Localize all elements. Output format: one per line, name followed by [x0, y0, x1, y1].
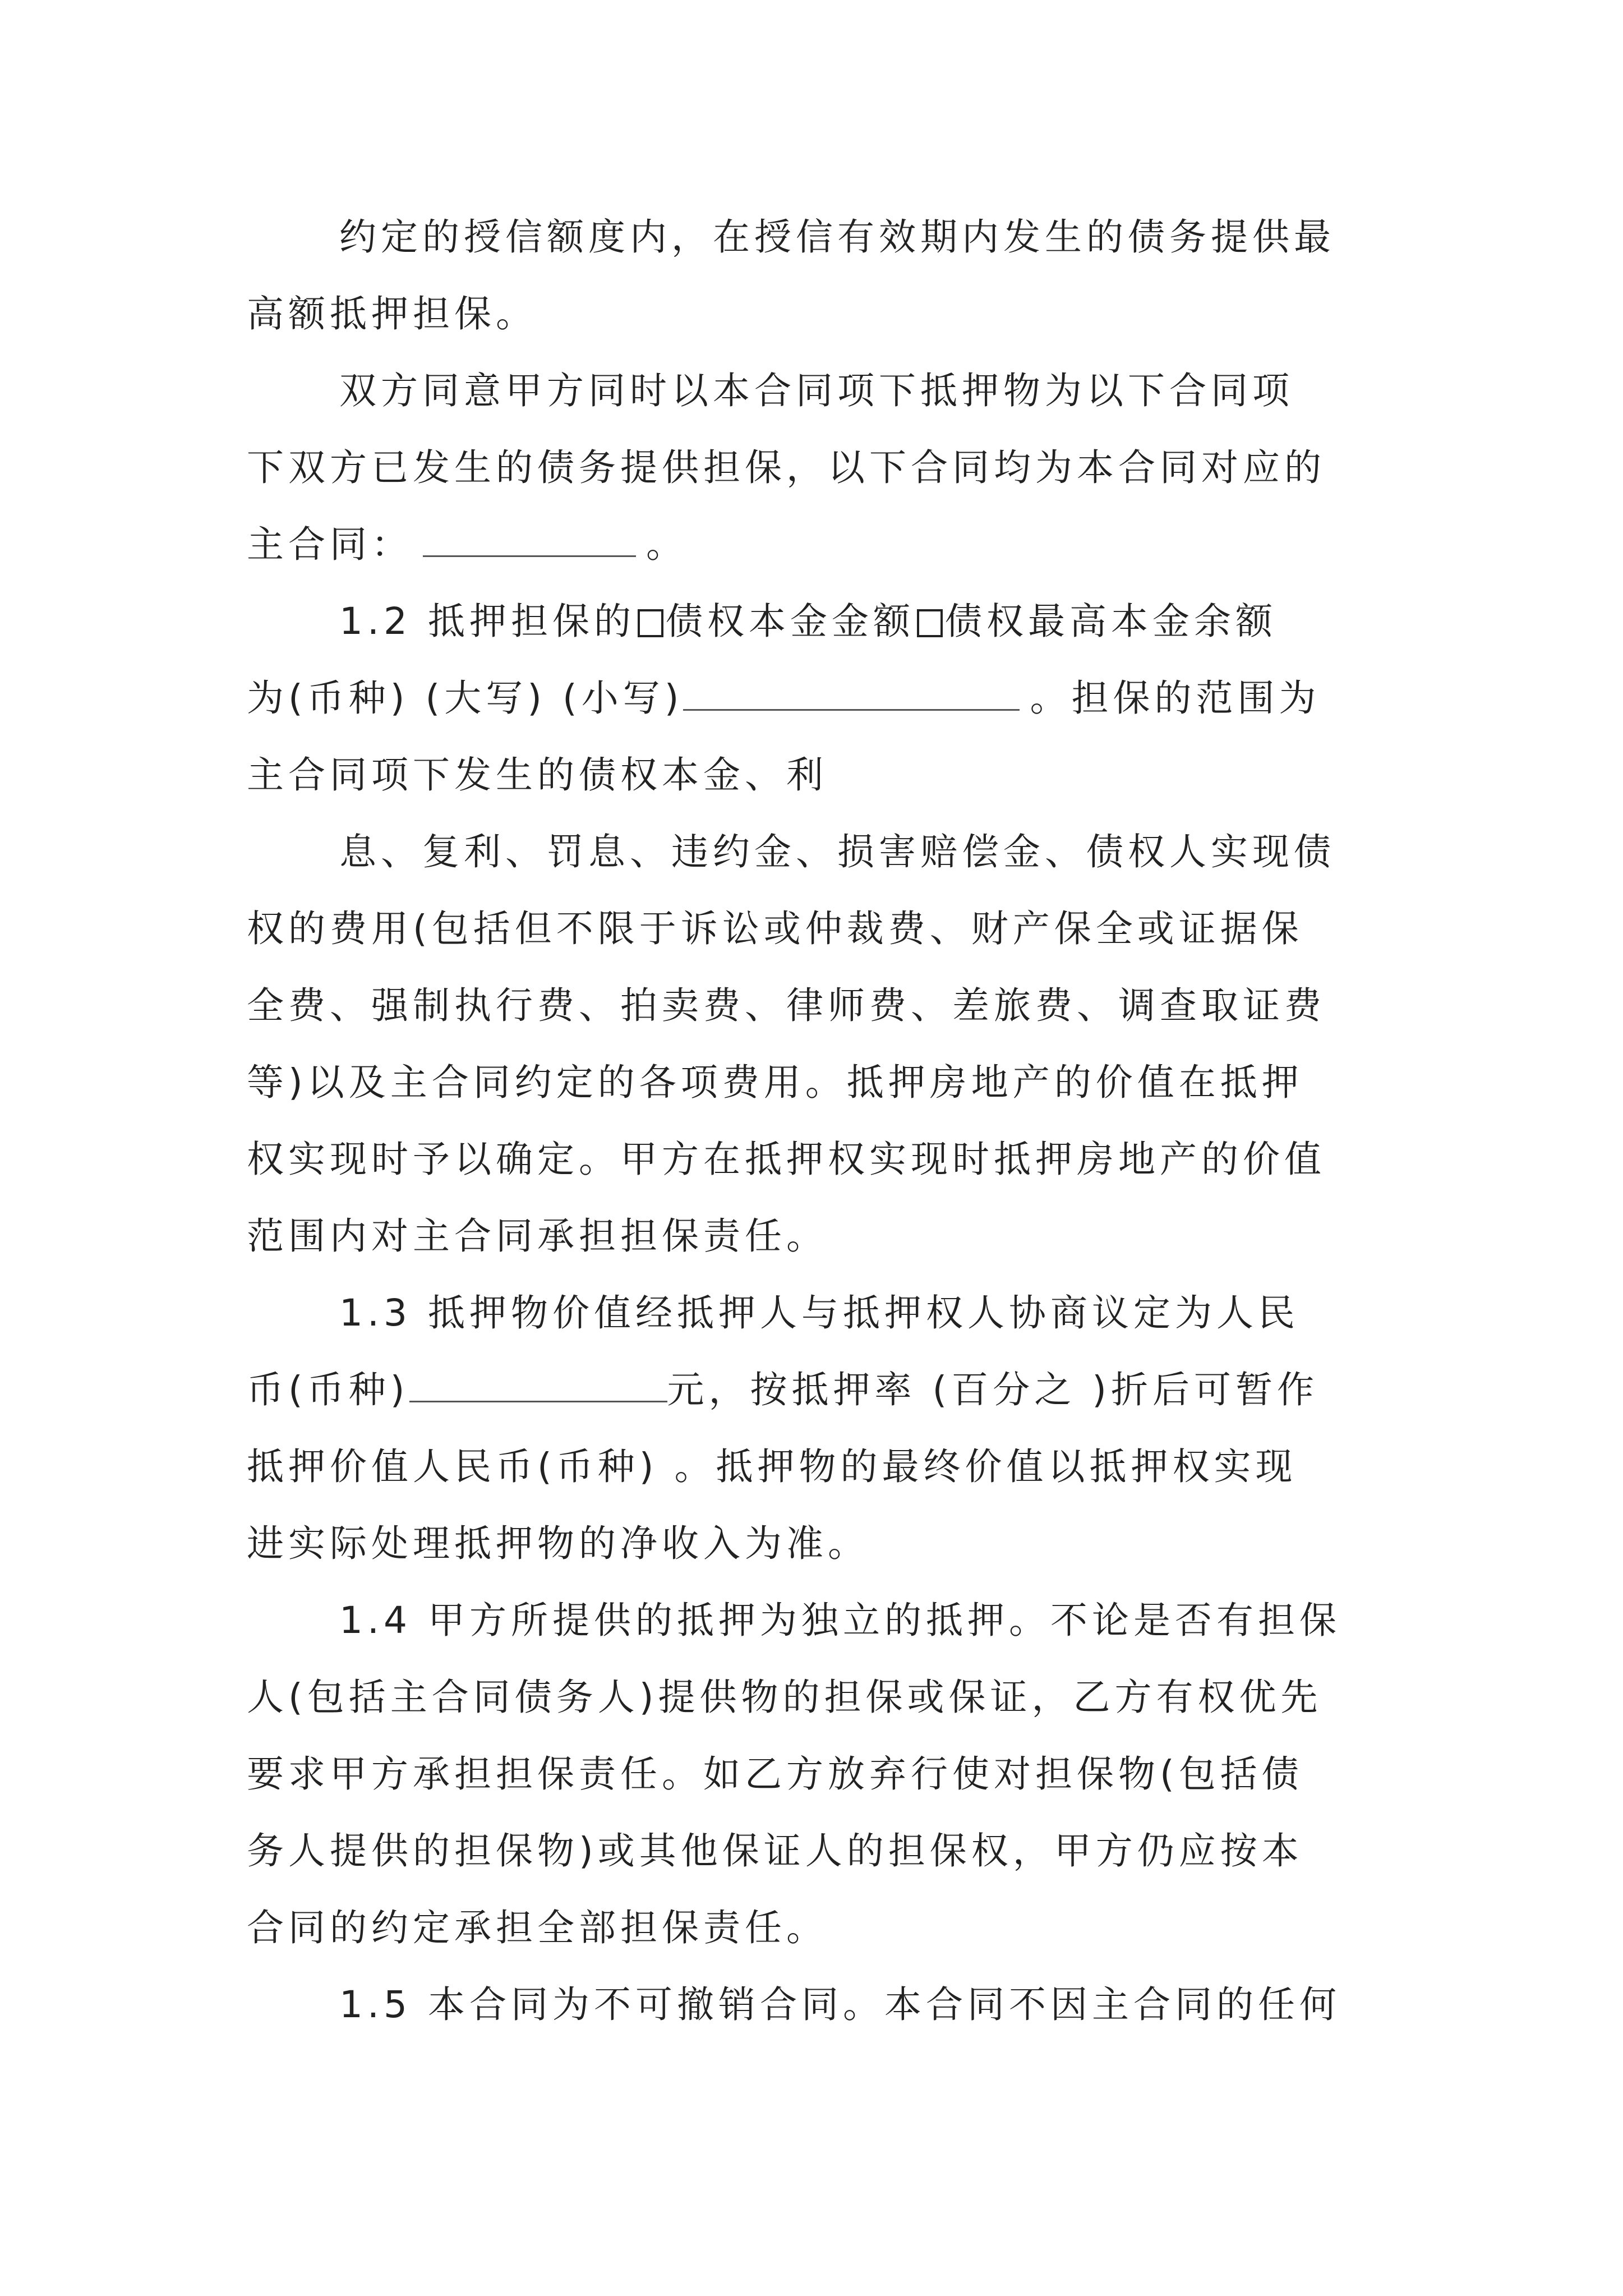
text-segment: 为(币种) (大写) (小写) — [247, 677, 684, 720]
text-segment: 币(币种) — [247, 1368, 409, 1411]
text-segment: 债权最高本金余额 — [944, 600, 1277, 643]
text-segment: 债权本金金额 — [665, 600, 915, 643]
text-line: 权实现时予以确定。甲方在抵押权实现时抵押房地产的价值 — [247, 1138, 1326, 1181]
text-line: 权的费用(包括但不限于诉讼或仲裁费、财产保全或证据保 — [247, 907, 1303, 950]
text-line: 息、复利、罚息、违约金、损害赔偿金、债权人实现债 — [339, 830, 1335, 873]
checkbox[interactable] — [638, 609, 663, 637]
text-line: 合同的约定承担全部担保责任。 — [247, 1906, 828, 1949]
text-line: 务人提供的担保物)或其他保证人的担保权，甲方仍应按本 — [247, 1829, 1303, 1872]
text-line: 1.5 本合同为不可撤销合同。本合同不因主合同的任何 — [339, 1983, 1341, 2026]
fill-in-blank[interactable] — [423, 526, 636, 557]
text-line — [247, 670, 1320, 726]
text-segment: 主合同： — [247, 523, 413, 566]
text-line: 双方同意甲方同时以本合同项下抵押物为以下合同项 — [339, 369, 1294, 412]
text-line — [247, 517, 688, 573]
text-segment: 元，按抵押率 (百分之 )折后可暂作 — [667, 1368, 1318, 1411]
text-line: 1.4 甲方所提供的抵押为独立的抵押。不论是否有担保 — [339, 1599, 1341, 1642]
text-line — [339, 593, 1277, 650]
text-line: 主合同项下发生的债权本金、利 — [247, 753, 828, 797]
text-line: 等)以及主合同约定的各项费用。抵押房地产的价值在抵押 — [247, 1061, 1303, 1104]
text-line: 进实际处理抵押物的净收入为准。 — [247, 1522, 869, 1565]
text-line: 要求甲方承担担保责任。如乙方放弃行使对担保物(包括债 — [247, 1752, 1303, 1796]
text-line: 范围内对主合同承担担保责任。 — [247, 1214, 828, 1258]
text-segment: 1.2 抵押担保的 — [339, 600, 635, 643]
text-line: 高额抵押担保。 — [247, 292, 537, 335]
text-line: 人(包括主合同债务人)提供物的担保或保证，乙方有权优先 — [247, 1676, 1322, 1719]
fill-in-blank[interactable] — [409, 1372, 667, 1402]
checkbox[interactable] — [917, 609, 943, 637]
text-line: 约定的授信额度内，在授信有效期内发生的债务提供最 — [339, 215, 1335, 259]
text-line: 全费、强制执行费、拍卖费、律师费、差旅费、调查取证费 — [247, 984, 1326, 1027]
text-segment: 。 — [646, 523, 688, 566]
text-line: 1.3 抵押物价值经抵押人与抵押权人协商议定为人民 — [339, 1291, 1299, 1335]
text-line: 抵押价值人民币(币种) 。抵押物的最终价值以抵押权实现 — [247, 1445, 1297, 1488]
text-line: 下双方已发生的债务提供担保，以下合同均为本合同对应的 — [247, 446, 1326, 489]
text-line — [247, 1362, 1318, 1418]
fill-in-blank[interactable] — [683, 680, 1020, 711]
text-segment: 。担保的范围为 — [1030, 677, 1321, 720]
